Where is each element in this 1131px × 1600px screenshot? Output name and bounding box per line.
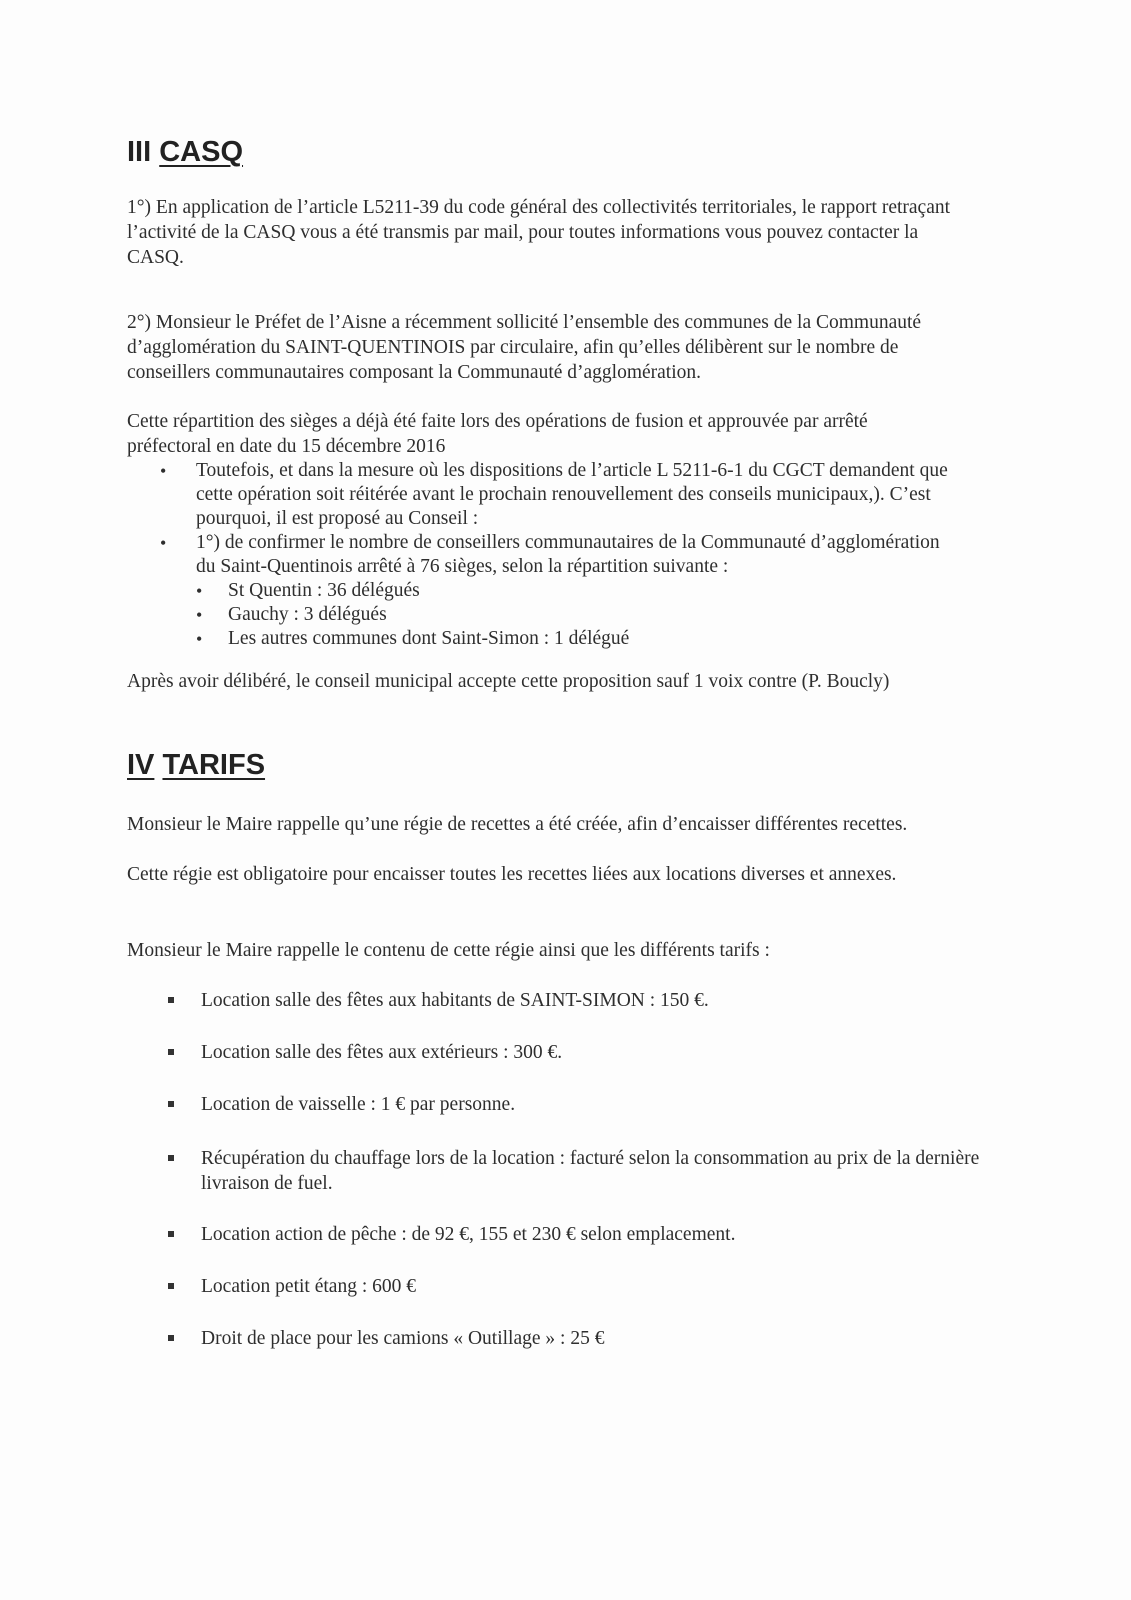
tarif-text: Location salle des fêtes aux habitants de SAINT-SIMON : 150 €.	[201, 990, 709, 1011]
sub-list-item-text: St Quentin : 36 délégués	[228, 580, 420, 601]
sub-list-item	[160, 627, 924, 651]
section-number: IV	[127, 749, 155, 781]
square-bullet-icon	[168, 1101, 174, 1107]
bullet-icon: •	[160, 533, 167, 553]
list-item	[165, 1326, 985, 1351]
paragraph-regie-obligatoire: Cette régie est obligatoire pour encaisser toutes les recettes liées aux locations diverses et annexes.	[127, 864, 897, 885]
tarif-text: Récupération du chauffage lors de la location : facturé selon la consommation au prix de la dernière livraison de fuel.	[201, 1148, 980, 1194]
section-heading-tarifs	[127, 749, 265, 782]
bullet-icon: •	[196, 605, 203, 625]
section-number: III	[127, 136, 152, 168]
tarif-text: Location de vaisselle : 1 € par personne.	[201, 1094, 516, 1115]
paragraph-tarifs-intro: Monsieur le Maire rappelle le contenu de cette régie ainsi que les différents tarifs :	[127, 940, 770, 961]
list-item	[160, 459, 960, 531]
square-bullet-icon	[168, 1283, 174, 1289]
list-item	[160, 531, 960, 651]
section-title: CASQ	[159, 136, 244, 168]
bullet-icon: •	[196, 629, 203, 649]
sub-list-item	[160, 579, 924, 603]
paragraph-casq-report: 1°) En application de l’article L5211-39 du code général des collectivités territoriales, le rapport retraçant l’activité de la CASQ vous a été transmis par mail, pour toutes informations vous pouvez contacter la CASQ.	[127, 197, 951, 268]
section-heading-casq	[127, 136, 243, 169]
list-item-text: 1°) de confirmer le nombre de conseillers communautaires de la Communauté d’agglomération du Saint-Quentinois arrêté à 76 sièges, selon la répartition suivante :	[196, 532, 940, 577]
paragraph-conclusion: Après avoir délibéré, le conseil municipal accepte cette proposition sauf 1 voix contre (P. Boucly)	[127, 671, 890, 692]
list-item	[165, 1146, 985, 1196]
square-bullet-icon	[168, 1049, 174, 1055]
tarif-text: Location action de pêche : de 92 €, 155 et 230 € selon emplacement.	[201, 1224, 736, 1245]
paragraph-regie-creation: Monsieur le Maire rappelle qu’une régie de recettes a été créée, afin d’encaisser différentes recettes.	[127, 814, 908, 835]
list-item-text: Toutefois, et dans la mesure où les dispositions de l’article L 5211-6-1 du CGCT demandent que cette opération soit réitérée avant le prochain renouvellement des conseils municipaux,). C’est pourquoi, il est proposé au Conseil :	[196, 460, 948, 529]
paragraph-repartition: Cette répartition des sièges a déjà été faite lors des opérations de fusion et approuvée par arrêté préfectoral en date du 15 décembre 2016	[127, 411, 868, 457]
square-bullet-icon	[168, 1155, 174, 1161]
list-item	[165, 1040, 985, 1065]
tarif-text: Location petit étang : 600 €	[201, 1276, 416, 1297]
bullet-list-casq	[160, 459, 960, 651]
sub-list-item-text: Les autres communes dont Saint-Simon : 1 délégué	[228, 628, 630, 649]
tarif-text: Location salle des fêtes aux extérieurs : 300 €.	[201, 1042, 563, 1063]
list-item	[165, 1274, 985, 1299]
sub-list-item-text: Gauchy : 3 délégués	[228, 604, 387, 625]
sub-bullet-list	[196, 579, 960, 651]
square-bullet-icon	[168, 997, 174, 1003]
tarif-text: Droit de place pour les camions « Outillage » : 25 €	[201, 1328, 605, 1349]
section-title: TARIFS	[162, 749, 266, 781]
sub-list-item	[160, 603, 924, 627]
square-bullet-icon	[168, 1231, 174, 1237]
bullet-icon: •	[160, 461, 167, 481]
list-item	[165, 1222, 985, 1247]
list-item	[165, 988, 985, 1013]
list-item	[165, 1092, 985, 1117]
square-bullet-icon	[168, 1335, 174, 1341]
bullet-icon: •	[196, 581, 203, 601]
paragraph-prefet-request: 2°) Monsieur le Préfet de l’Aisne a récemment sollicité l’ensemble des communes de la Communauté d’agglomération du SAINT-QUENTINOIS par circulaire, afin qu’elles délibèrent sur le nombre de conseillers communautaires composant la Communauté d’agglomération.	[127, 312, 922, 383]
